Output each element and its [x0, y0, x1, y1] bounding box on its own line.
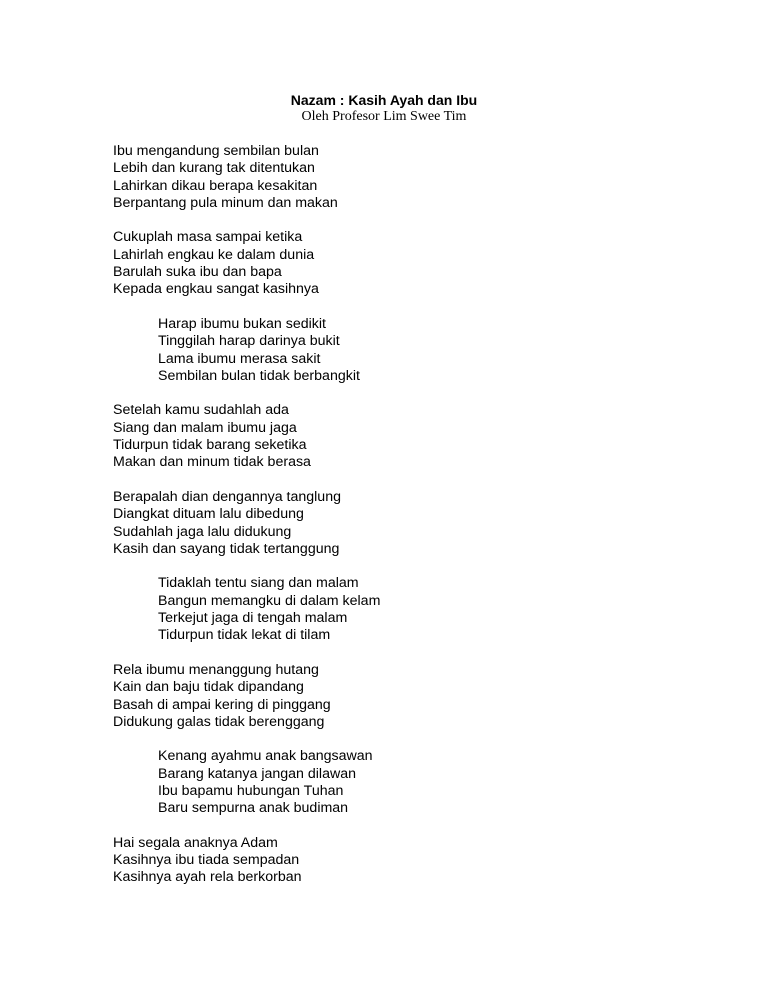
poem-line: Harap ibumu bukan sedikit — [158, 315, 326, 332]
stanza — [113, 489, 380, 558]
poem-author: Oleh Profesor Lim Swee Tim — [301, 109, 467, 124]
stanza — [113, 143, 380, 212]
stanza — [113, 229, 380, 298]
poem-line: Berapalah dian dengannya tanglung — [113, 488, 341, 505]
poem-line: Barulah suka ibu dan bapa — [113, 264, 282, 281]
poem-line: Kasih dan sayang tidak tertanggung — [113, 540, 340, 557]
poem-line: Cukuplah masa sampai ketika — [113, 229, 303, 246]
poem-line: Basah di ampai kering di pinggang — [113, 696, 331, 713]
poem-title-text: Nazam : Kasih Ayah dan Ibu — [290, 92, 478, 108]
poem-line: Tidurpun tidak barang seketika — [113, 437, 307, 454]
stanza — [113, 748, 380, 817]
poem-line: Terkejut jaga di tengah malam — [158, 610, 348, 627]
stanza — [113, 575, 380, 644]
poem-line: Barang katanya jangan dilawan — [158, 765, 356, 782]
poem-body — [113, 143, 380, 904]
poem-line: Lahirkan dikau berapa kesakitan — [113, 177, 318, 194]
poem-line: Diangkat dituam lalu dibedung — [113, 506, 304, 523]
poem-line: Sudahlah jaga lalu didukung — [113, 523, 292, 540]
poem-line: Kenang ayahmu anak bangsawan — [158, 748, 373, 765]
poem-line: Ibu bapamu hubungan Tuhan — [158, 782, 344, 799]
poem-line: Berpantang pula minum dan makan — [113, 194, 338, 211]
poem-line: Tinggilah harap darinya bukit — [158, 333, 340, 350]
stanza — [113, 835, 380, 887]
poem-line: Didukung galas tidak berenggang — [113, 713, 325, 730]
poem-line: Sembilan bulan tidak berbangkit — [158, 367, 360, 384]
poem-line: Bangun memangku di dalam kelam — [158, 592, 381, 609]
poem-line: Kepada engkau sangat kasihnya — [113, 281, 319, 298]
poem-line: Rela ibumu menanggung hutang — [113, 661, 319, 678]
poem-line: Ibu mengandung sembilan bulan — [113, 143, 319, 159]
stanza — [113, 316, 380, 385]
poem-line: Hai segala anaknya Adam — [113, 834, 278, 851]
poem-line: Lama ibumu merasa sakit — [158, 350, 321, 367]
poem-line: Makan dan minum tidak berasa — [113, 454, 311, 471]
poem-line: Tidurpun tidak lekat di tilam — [158, 627, 331, 644]
poem-line: Setelah kamu sudahlah ada — [113, 402, 289, 419]
stanza — [113, 662, 380, 731]
poem-line: Baru sempurna anak budiman — [158, 800, 349, 817]
poem-line: Tidaklah tentu siang dan malam — [158, 575, 359, 592]
poem-title — [0, 92, 768, 108]
poem-line: Kain dan baju tidak dipandang — [113, 679, 304, 696]
poem-line: Lahirlah engkau ke dalam dunia — [113, 246, 315, 263]
poem-line: Kasihnya ayah rela berkorban — [113, 869, 302, 886]
poem-line: Siang dan malam ibumu jaga — [113, 419, 297, 436]
stanza — [113, 402, 380, 471]
poem-line: Kasihnya ibu tiada sempadan — [113, 852, 300, 869]
poem-line: Lebih dan kurang tak ditentukan — [113, 160, 315, 177]
